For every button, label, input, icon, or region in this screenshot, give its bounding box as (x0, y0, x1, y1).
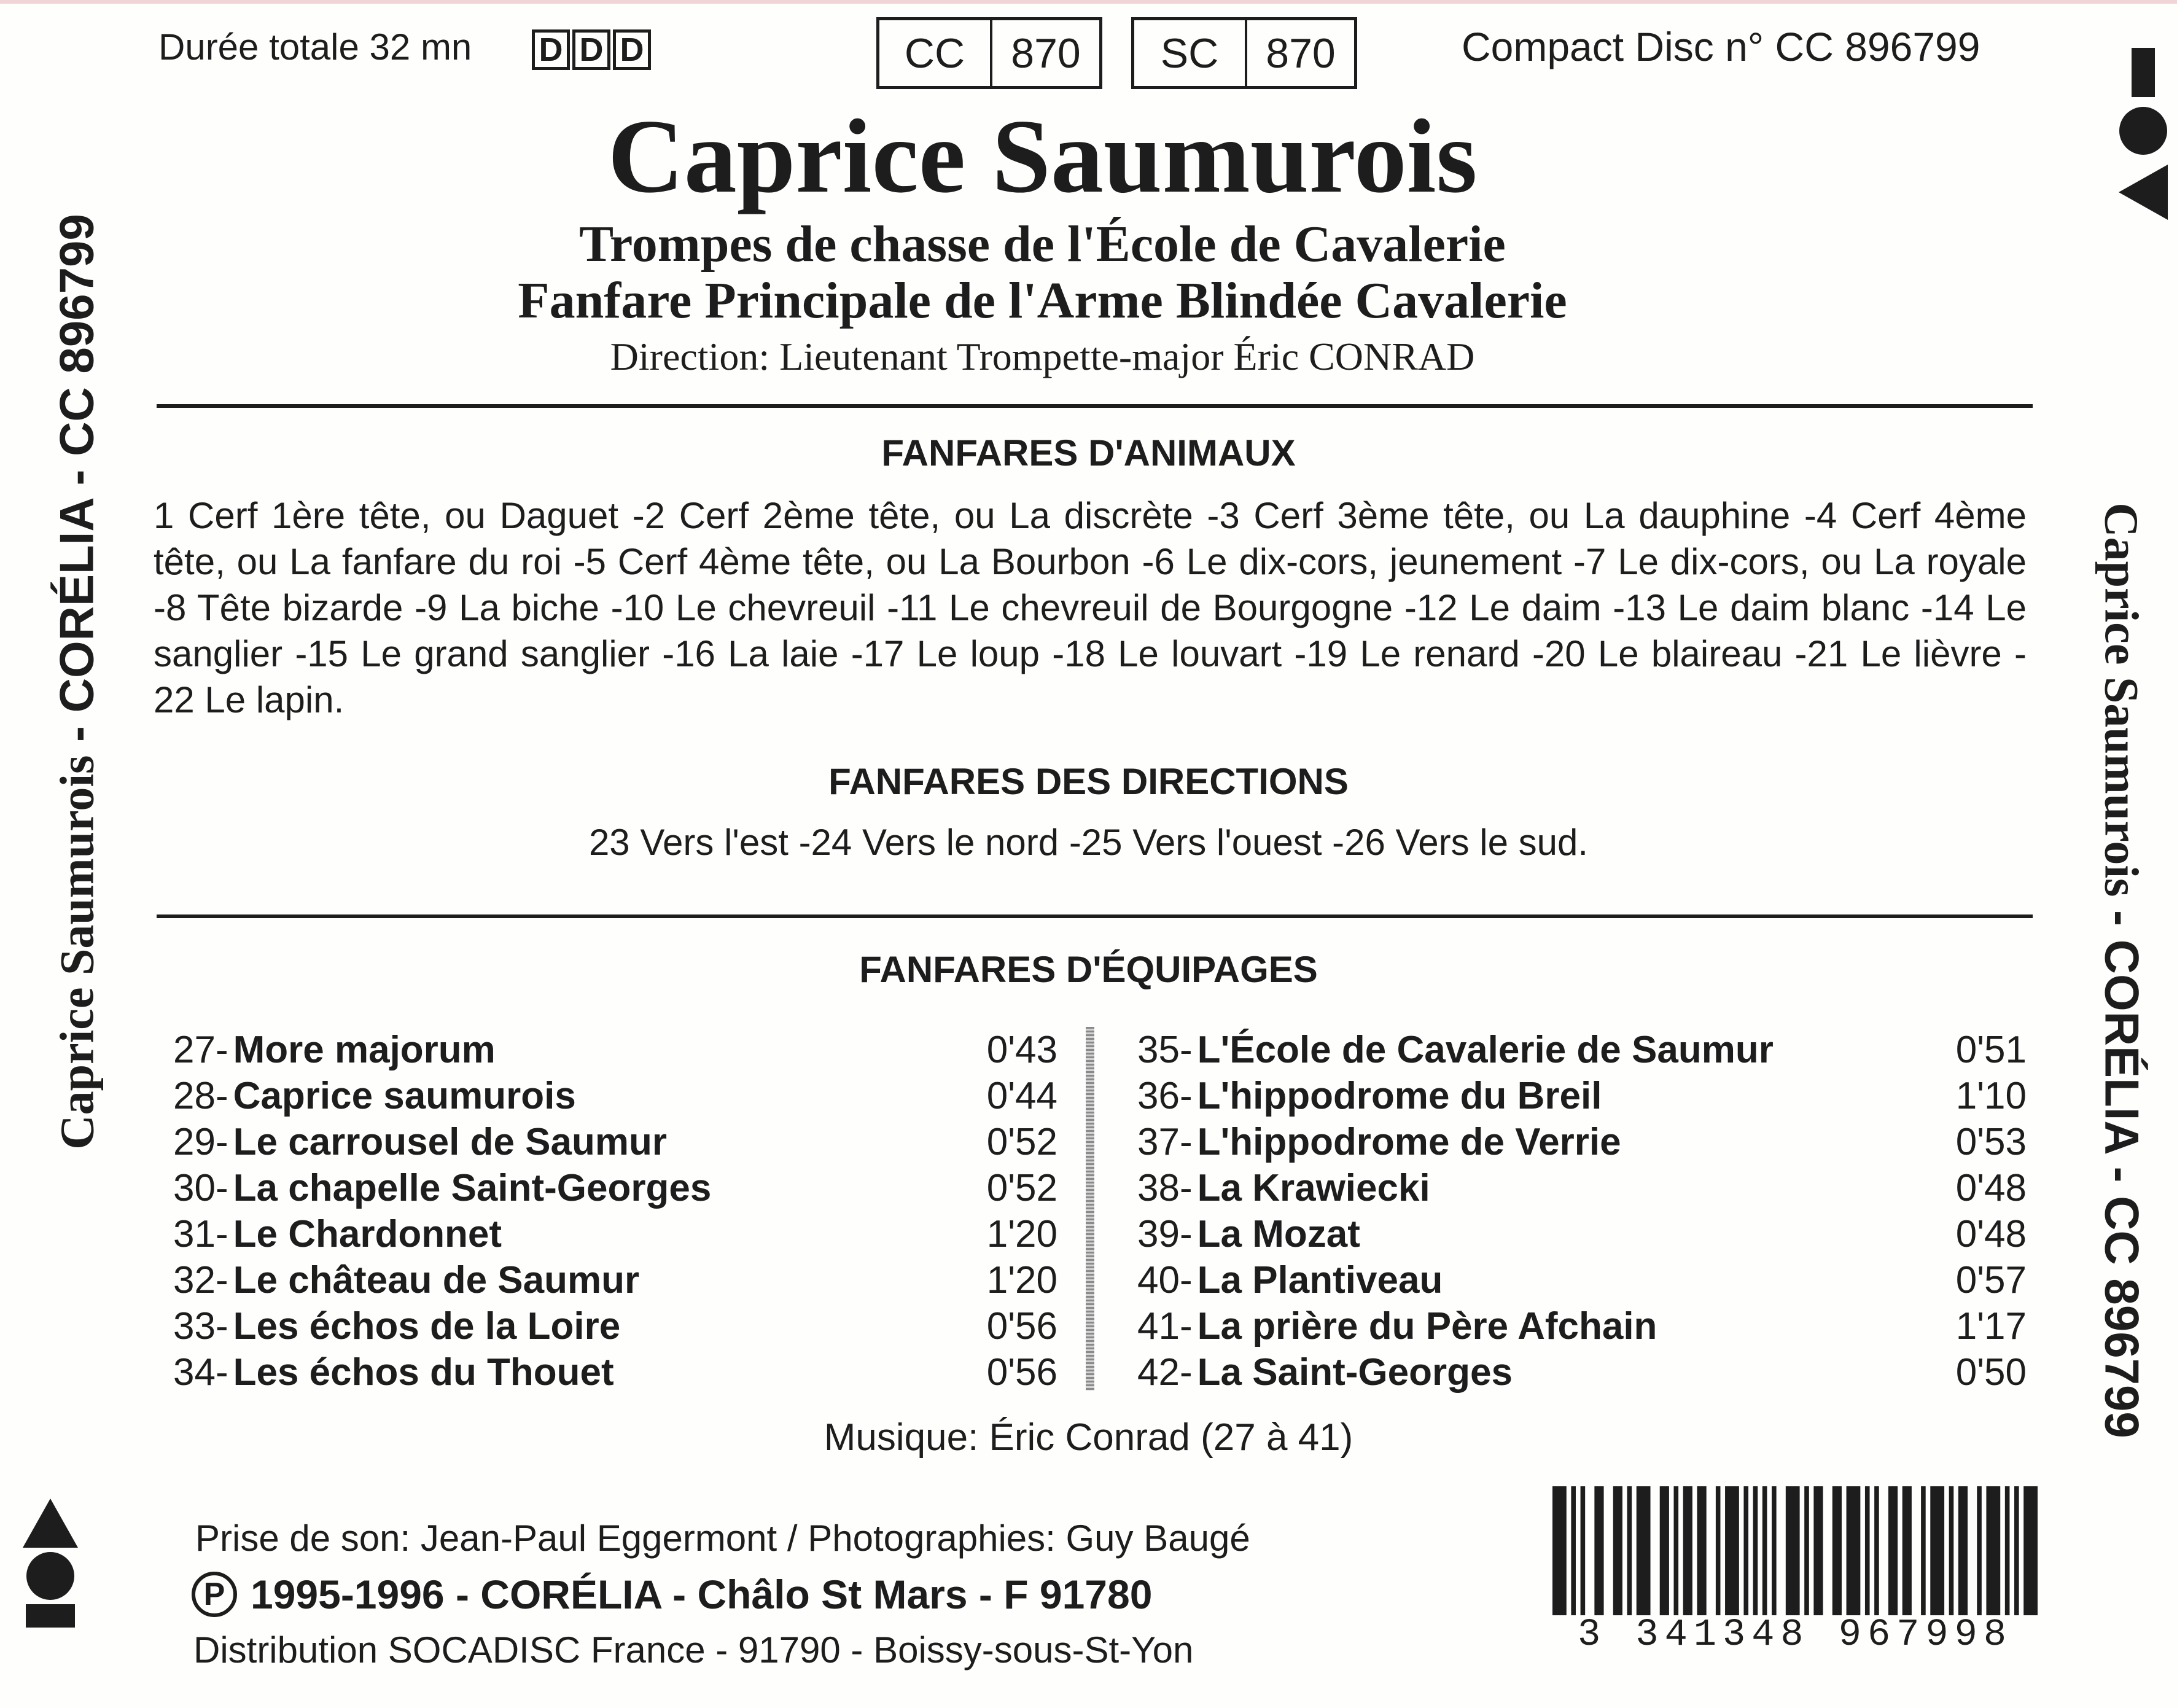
track-title: More majorum (233, 1029, 496, 1071)
track-duration: 1'17 (1955, 1305, 2027, 1347)
track-number: 30- (173, 1167, 228, 1209)
track-duration: 0'53 (1955, 1121, 2027, 1163)
track-title: Le château de Saumur (233, 1259, 640, 1301)
track-title: Les échos du Thouet (233, 1351, 614, 1394)
logo-circle (2119, 107, 2167, 155)
section-heading-animaux: FANFARES D'ANIMAUX (881, 432, 1296, 474)
spine-label: - CORÉLIA - CC 896799 (2095, 897, 2149, 1438)
animaux-track-list: 1 Cerf 1ère tête, ou Daguet -2 Cerf 2ème tête, ou La discrète -3 Cerf 3ème tête, ou La dauphine -4 Cerf 4ème tête, ou La fanfare du roi -5 Cerf 4ème tête, ou La Bourbon -6 Le dix-cors, jeunement -7 Le dix-cors, ou La royale -8 Tête bizarde -9 La biche -10 Le chevreuil -11 Le chevreuil de Bourgogne -12 Le daim -13 Le daim blanc -14 Le sanglier -15 Le grand sanglier -16 La laie -17 Le loup -18 Le louvart -19 Le renard -20 Le blaireau -21 Le lièvre - 22 Le lapin. (154, 495, 2027, 720)
track-duration: 1'20 (986, 1213, 1057, 1255)
barcode-bar (1786, 1486, 1800, 1615)
barcode-bar (1627, 1486, 1632, 1615)
music-credit: Musique: Éric Conrad (27 à 41) (824, 1416, 1353, 1459)
album-title: Caprice Saumurois (607, 98, 1478, 215)
price-code-value: 870 (990, 20, 1099, 86)
logo-triangle (23, 1499, 78, 1548)
barcode-bar (1674, 1486, 1679, 1615)
logo-bar (26, 1604, 75, 1628)
barcode-bar (1753, 1486, 1758, 1615)
distribution-credit: Distribution SOCADISC France - 91790 - Boissy-sous-St-Yon (193, 1629, 1194, 1671)
track-title: La Plantiveau (1197, 1259, 1443, 1301)
track-row (173, 1073, 1057, 1119)
direction-credit: Direction: Lieutenant Trompette-major Éric CONRAD (610, 335, 1475, 378)
track-row (1137, 1211, 2027, 1257)
barcode-bar (1762, 1486, 1767, 1615)
track-title: L'École de Cavalerie de Saumur (1197, 1029, 1774, 1071)
barcode-bar (1888, 1486, 1898, 1615)
ddd-letter: D (613, 29, 651, 70)
track-row (1137, 1027, 2027, 1073)
track-title: La Mozat (1197, 1213, 1360, 1255)
barcode-digits: 3 341348 967998 (1577, 1613, 2013, 1656)
track-row (173, 1027, 1057, 1073)
barcode (1552, 1486, 2038, 1655)
phonogram-icon: P (192, 1572, 237, 1617)
track-row (173, 1211, 1057, 1257)
track-number: 33- (173, 1305, 228, 1347)
track-title: L'hippodrome du Breil (1197, 1075, 1602, 1117)
subtitle-line-2: Fanfare Principale de l'Arme Blindée Cavalerie (518, 272, 1567, 329)
track-title: La chapelle Saint-Georges (233, 1167, 712, 1209)
barcode-bar (1594, 1486, 1603, 1615)
track-duration: 0'52 (986, 1167, 1057, 1209)
total-duration: Durée totale 32 mn (158, 26, 472, 68)
barcode-bar (1832, 1486, 1842, 1615)
track-title: La Saint-Georges (1197, 1351, 1513, 1394)
track-duration: 0'43 (986, 1029, 1057, 1071)
track-row (1137, 1303, 2027, 1349)
barcode-bar (1716, 1486, 1721, 1615)
copyright-text: 1995-1996 - CORÉLIA - Châlo St Mars - F 91780 (251, 1572, 1153, 1617)
track-title: La Krawiecki (1197, 1167, 1430, 1209)
barcode-bar (1865, 1486, 1870, 1615)
barcode-bar (1804, 1486, 1809, 1615)
ddd-letter: D (532, 29, 570, 70)
barcode-bar (1697, 1486, 1706, 1615)
label-logo-icon (20, 1499, 81, 1628)
track-row (1137, 1119, 2027, 1165)
edge-tint (0, 0, 2177, 4)
track-number: 36- (1137, 1075, 1193, 1117)
track-number: 27- (173, 1029, 228, 1071)
barcode-bars (1552, 1486, 2038, 1615)
ddd-code (532, 29, 651, 70)
track-number: 34- (173, 1351, 228, 1394)
barcode-bar (1571, 1486, 1576, 1615)
barcode-bar (1581, 1486, 1586, 1615)
track-duration: 1'20 (986, 1259, 1057, 1301)
barcode-bar (1637, 1486, 1651, 1615)
barcode-bar (1683, 1486, 1692, 1615)
logo-circle (26, 1552, 74, 1600)
price-code-label: SC (1160, 29, 1219, 77)
track-number: 31- (173, 1213, 228, 1255)
track-number: 38- (1137, 1167, 1193, 1209)
directions-track-list: 23 Vers l'est -24 Vers le nord -25 Vers l'ouest -26 Vers le sud. (588, 822, 1589, 863)
track-row (173, 1119, 1057, 1165)
track-duration: 0'57 (1955, 1259, 2027, 1301)
logo-bar (2132, 48, 2155, 97)
track-number: 42- (1137, 1351, 1193, 1394)
barcode-bar (1958, 1486, 1968, 1615)
divider (157, 404, 2033, 408)
catalog-number: Compact Disc n° CC 896799 (1462, 24, 1980, 69)
track-duration: 0'52 (986, 1121, 1057, 1163)
track-title: La prière du Père Afchain (1197, 1305, 1657, 1347)
track-number: 28- (173, 1075, 228, 1117)
track-row (1137, 1349, 2027, 1395)
track-number: 35- (1137, 1029, 1193, 1071)
track-row (173, 1303, 1057, 1349)
barcode-bar (1743, 1486, 1748, 1615)
track-number: 40- (1137, 1259, 1193, 1301)
track-row (1137, 1073, 2027, 1119)
section-heading-directions: FANFARES DES DIRECTIONS (828, 761, 1349, 802)
track-number: 29- (173, 1121, 228, 1163)
barcode-bar (1847, 1486, 1861, 1615)
barcode-bar (1772, 1486, 1777, 1615)
track-duration: 0'56 (986, 1351, 1057, 1394)
barcode-bar (2014, 1486, 2019, 1615)
price-code-box-sc (1131, 17, 1357, 89)
track-row (1137, 1165, 2027, 1211)
track-title: Les échos de la Loire (233, 1305, 621, 1347)
spine-label: - CORÉLIA - CC 896799 (49, 214, 104, 755)
barcode-bar (2005, 1486, 2010, 1615)
track-duration: 0'48 (1955, 1167, 2027, 1209)
price-code-value: 870 (1245, 20, 1354, 86)
track-title: L'hippodrome de Verrie (1197, 1121, 1621, 1163)
barcode-bar (2023, 1486, 2038, 1615)
spine-title: Caprice Saumurois (2095, 502, 2149, 897)
price-code-box-cc (876, 17, 1102, 89)
track-number: 39- (1137, 1213, 1193, 1255)
barcode-bar (1902, 1486, 1912, 1615)
price-code-label: CC (904, 29, 965, 77)
column-separator (1086, 1027, 1094, 1390)
recording-credit: Prise de son: Jean-Paul Eggermont / Photographies: Guy Baugé (195, 1518, 1250, 1559)
copyright-line (192, 1571, 1152, 1618)
barcode-bar (1977, 1486, 1982, 1615)
track-title: Caprice saumurois (233, 1075, 576, 1117)
barcode-bar (1921, 1486, 1926, 1615)
logo-triangle (2119, 165, 2168, 220)
label-logo-icon (2113, 48, 2174, 220)
track-row (173, 1165, 1057, 1211)
spine-title: Caprice Saumurois (50, 755, 104, 1150)
barcode-bar (1660, 1486, 1669, 1615)
track-duration: 0'48 (1955, 1213, 2027, 1255)
track-duration: 0'51 (1955, 1029, 2027, 1071)
subtitle-line-1: Trompes de chasse de l'École de Cavalerie (579, 216, 1506, 273)
track-row (1137, 1257, 2027, 1303)
barcode-bar (1986, 1486, 2000, 1615)
barcode-bar (1813, 1486, 1823, 1615)
barcode-bar (1930, 1486, 1944, 1615)
barcode-bar (1949, 1486, 1954, 1615)
ddd-letter: D (572, 29, 610, 70)
track-row (173, 1257, 1057, 1303)
track-number: 32- (173, 1259, 228, 1301)
track-duration: 0'50 (1955, 1351, 2027, 1394)
track-row (173, 1349, 1057, 1395)
track-number: 37- (1137, 1121, 1193, 1163)
track-duration: 0'56 (986, 1305, 1057, 1347)
track-duration: 1'10 (1955, 1075, 2027, 1117)
track-title: Le carrousel de Saumur (233, 1121, 667, 1163)
spine-left-text (49, 214, 105, 1149)
track-number: 41- (1137, 1305, 1193, 1347)
track-duration: 0'44 (986, 1075, 1057, 1117)
barcode-bar (1874, 1486, 1879, 1615)
track-title: Le Chardonnet (233, 1213, 502, 1255)
barcode-bar (1552, 1486, 1567, 1615)
spine-right-text (2094, 502, 2150, 1438)
divider (157, 914, 2033, 918)
barcode-bar (1725, 1486, 1739, 1615)
section-heading-equipages: FANFARES D'ÉQUIPAGES (859, 949, 1318, 990)
barcode-bar (1613, 1486, 1622, 1615)
